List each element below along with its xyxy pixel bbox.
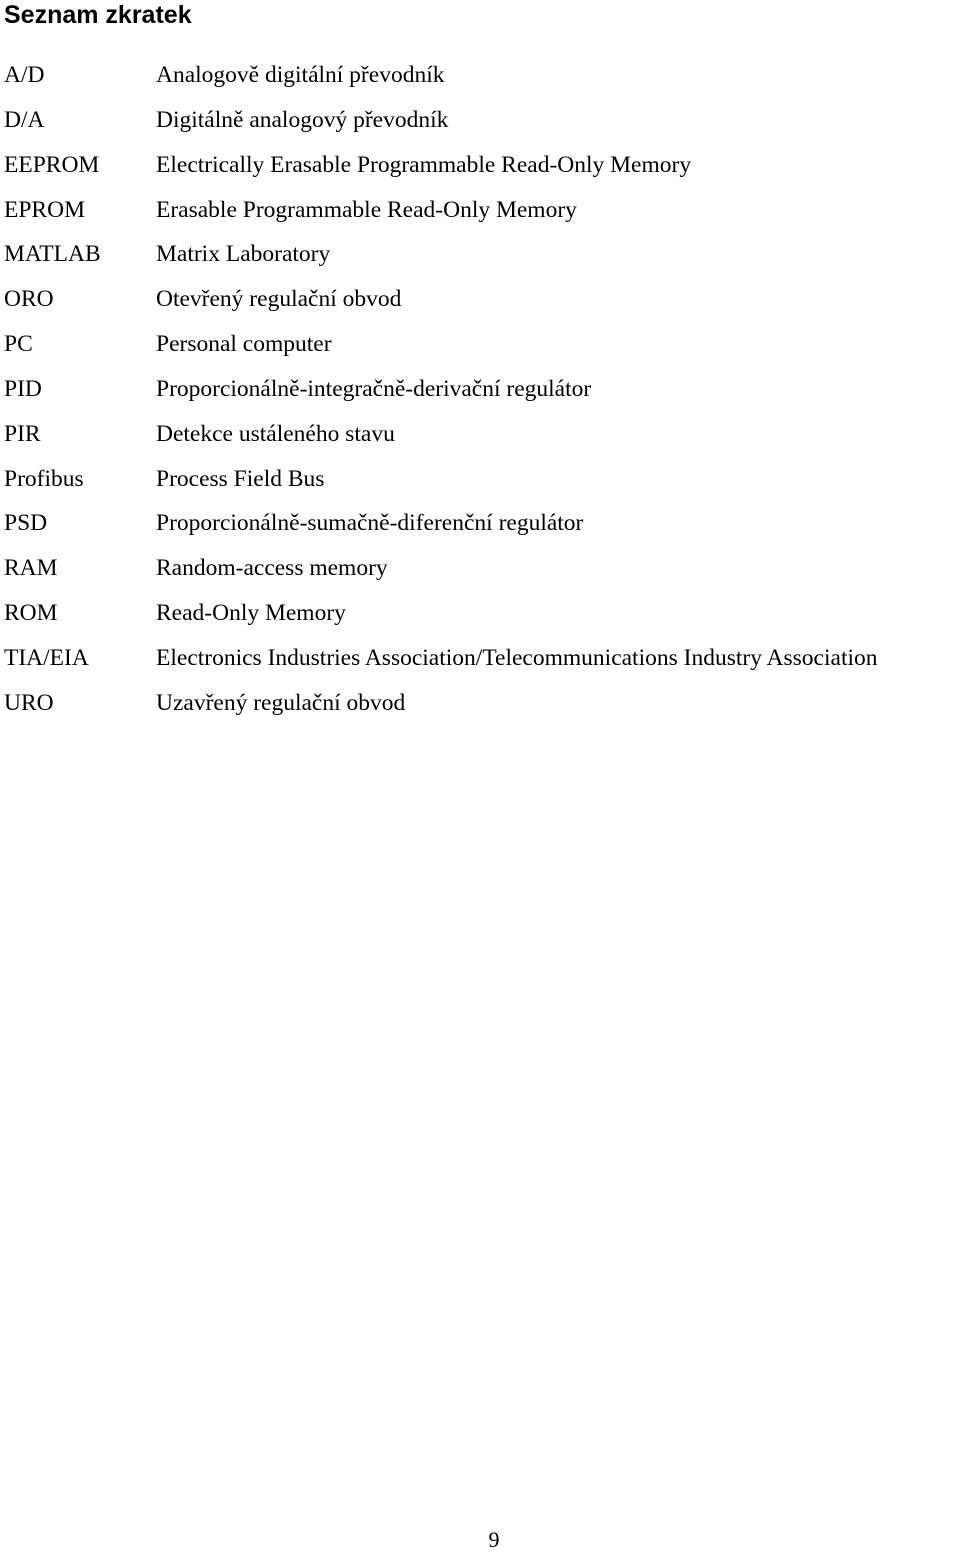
- abbreviation-definition: Electronics Industries Association/Telecommunications Industry Association: [156, 644, 878, 671]
- abbreviation-term: EEPROM: [4, 151, 100, 178]
- abbreviation-list: [0, 53, 960, 726]
- abbreviation-row: [0, 457, 960, 502]
- abbreviation-definition: Analogově digitální převodník: [156, 62, 445, 88]
- abbreviation-definition: Electrically Erasable Programmable Read-Only Memory: [156, 151, 692, 178]
- abbreviation-term: A/D: [4, 62, 45, 88]
- abbreviation-row: [0, 681, 960, 726]
- abbreviation-definition: Personal computer: [156, 331, 332, 358]
- abbreviation-row: [0, 591, 960, 636]
- abbreviation-row: [0, 53, 960, 98]
- abbreviation-row: [0, 188, 960, 233]
- abbreviation-row: [0, 367, 960, 412]
- abbreviation-row: [0, 277, 960, 322]
- abbreviation-row: [0, 412, 960, 457]
- abbreviation-definition: Digitálně analogový převodník: [156, 106, 449, 133]
- abbreviation-term: PSD: [4, 510, 48, 537]
- abbreviation-term: URO: [4, 689, 54, 716]
- abbreviation-term: ORO: [4, 286, 54, 313]
- abbreviation-term: PIR: [4, 420, 41, 447]
- abbreviation-row: [0, 322, 960, 367]
- abbreviation-row: [0, 143, 960, 188]
- abbreviation-term: D/A: [4, 106, 45, 133]
- abbreviation-term: PID: [4, 375, 42, 402]
- abbreviation-term: RAM: [4, 555, 58, 582]
- abbreviation-row: [0, 636, 960, 681]
- abbreviation-definition: Process Field Bus: [156, 465, 325, 492]
- abbreviation-row: [0, 232, 960, 277]
- abbreviation-term: ROM: [4, 600, 58, 627]
- abbreviation-row: [0, 98, 960, 143]
- abbreviation-row: [0, 501, 960, 546]
- abbreviation-term: EPROM: [4, 196, 85, 223]
- abbreviation-term: MATLAB: [4, 241, 101, 268]
- page-title: Seznam zkratek: [4, 1, 192, 29]
- abbreviation-definition: Proporcionálně-sumačně-diferenční regulátor: [156, 510, 584, 537]
- abbreviation-term: TIA/EIA: [4, 644, 89, 671]
- abbreviation-definition: Random-access memory: [156, 555, 388, 582]
- abbreviation-definition: Erasable Programmable Read-Only Memory: [156, 196, 577, 223]
- abbreviation-definition: Matrix Laboratory: [156, 241, 331, 268]
- abbreviation-definition: Uzavřený regulační obvod: [156, 689, 406, 716]
- abbreviation-definition: Proporcionálně-integračně-derivační regulátor: [156, 375, 592, 402]
- abbreviation-definition: Read-Only Memory: [156, 600, 346, 627]
- abbreviation-definition: Detekce ustáleného stavu: [156, 420, 395, 447]
- abbreviation-definition: Otevřený regulační obvod: [156, 286, 402, 313]
- abbreviation-term: PC: [4, 331, 33, 358]
- abbreviation-row: [0, 546, 960, 591]
- page-number: 9: [488, 1527, 500, 1552]
- abbreviation-term: Profibus: [4, 465, 84, 492]
